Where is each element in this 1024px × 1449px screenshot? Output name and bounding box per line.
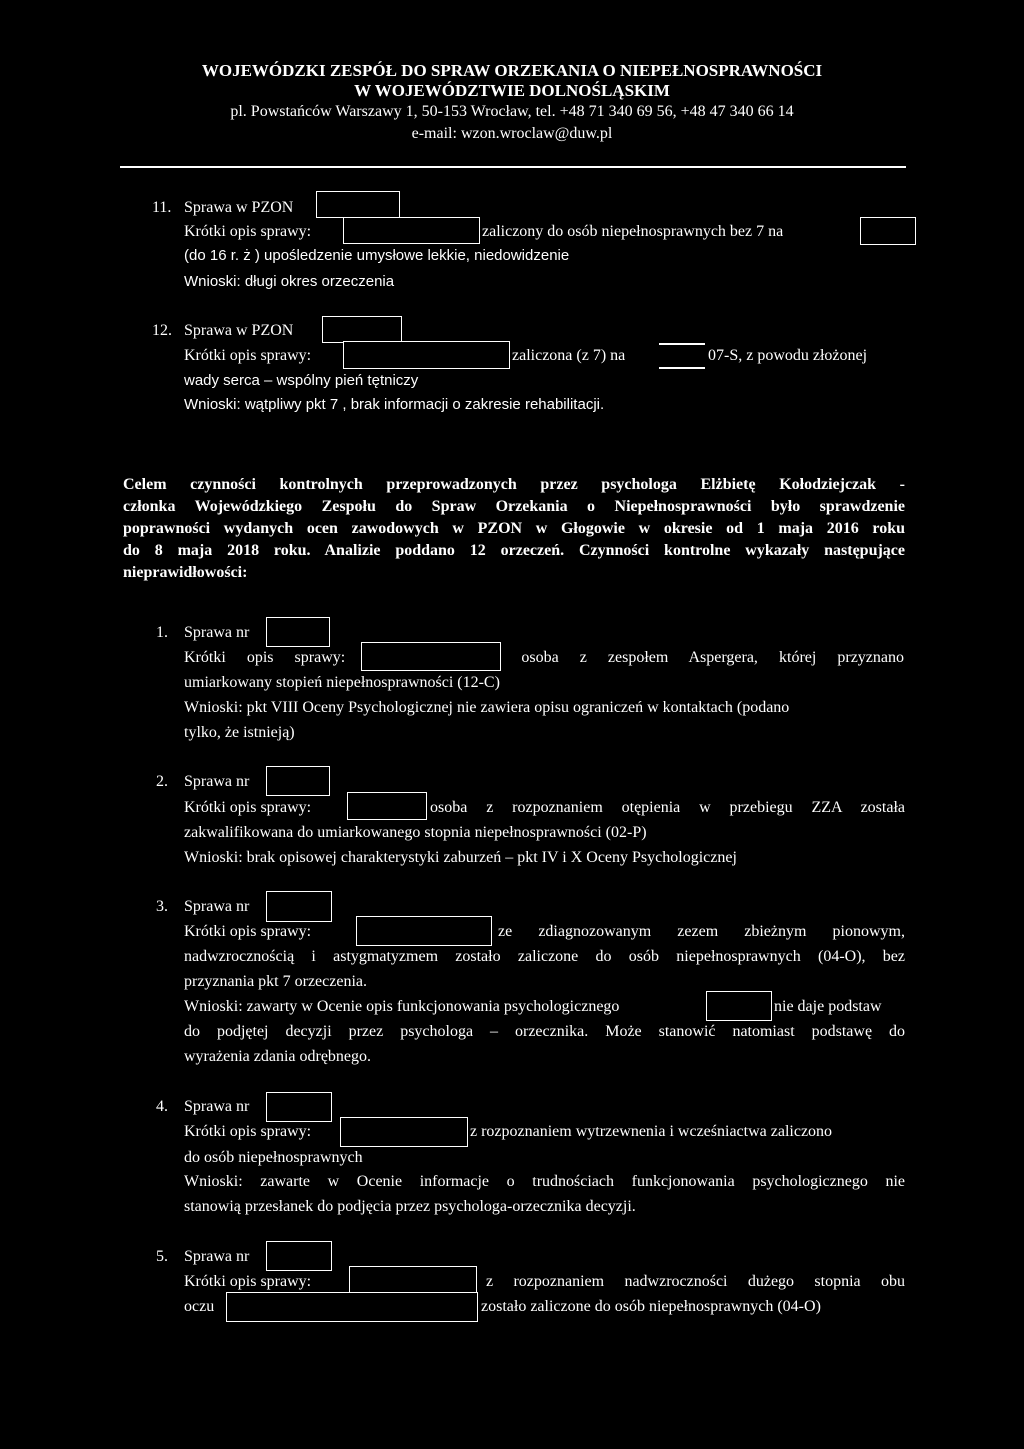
redaction-box (266, 766, 330, 796)
item-2-conc-a: Wnioski: brak opisowej charakterystyki zaburzeń – pkt IV i X Oceny Psychologicznej (184, 849, 737, 866)
case-12-number: 12. (152, 322, 172, 339)
case-11-desc-b: (do 16 r. ż ) upośledzenie umysłowe lekkie, niedowidzenie (184, 247, 570, 264)
case-12-title: Sprawa w PZON (184, 322, 294, 339)
institution-email: e-mail: wzon.wroclaw@duw.pl (411, 125, 613, 142)
redaction-box (266, 617, 330, 647)
summary-line: nieprawidłowości: (123, 564, 248, 581)
redaction-box (266, 1092, 332, 1122)
item-5-desc-b1: oczu (184, 1298, 215, 1315)
item-2-title: Sprawa nr (184, 773, 250, 790)
case-12-desc-label: Krótki opis sprawy: (184, 347, 312, 364)
redaction-box (343, 217, 480, 244)
item-4-conc-b: stanowią przesłanek do podjęcia przez psychologa-orzecznika decyzji. (184, 1198, 636, 1215)
redaction-box (356, 916, 492, 946)
redaction-box (322, 316, 402, 343)
header-divider (120, 166, 906, 168)
item-2-desc-a: osoba z rozpoznaniem otępienia w przebiegu ZZA została (430, 799, 905, 816)
item-3-desc-a: ze zdiagnozowanym zezem zbieżnym pionowym, (498, 923, 905, 940)
item-3-conc-b: do podjętej decyzji przez psychologa – orzecznika. Może stanowić natomiast podstawę do (184, 1023, 905, 1040)
item-1-number: 1. (156, 624, 168, 641)
item-4-title: Sprawa nr (184, 1098, 250, 1115)
summary-line: Celem czynności kontrolnych przeprowadzonych przez psychologa Elżbietę Kołodziejczak - (123, 476, 905, 493)
item-1-title: Sprawa nr (184, 624, 250, 641)
item-2-desc-b: zakwalifikowana do umiarkowanego stopnia niepełnosprawności (02-P) (184, 824, 647, 841)
item-3-desc-b: nadwzrocznością i astygmatyzmem zostało zaliczone do osób niepełnosprawnych (04-O), bez (184, 948, 905, 965)
item-1-desc-line (184, 650, 904, 666)
item-3-number: 3. (156, 898, 168, 915)
item-2-number: 2. (156, 773, 168, 790)
item-1-desc-b: umiarkowany stopień niepełnosprawności (12-C) (184, 674, 500, 691)
item-5-title: Sprawa nr (184, 1248, 250, 1265)
item-4-conc-a: Wnioski: zawarte w Ocenie informacje o trudnościach funkcjonowania psychologicznego nie (184, 1173, 905, 1190)
item-3-conc-a2: nie daje podstaw (774, 998, 882, 1015)
redaction-box (266, 891, 332, 922)
redaction-box (361, 642, 501, 671)
redaction-line (659, 367, 705, 369)
summary-line: poprawności wydanych ocen zawodowych w PZON w Głogowie w okresie od 1 maja 2016 roku (123, 520, 905, 537)
summary-line: do 8 maja 2018 roku. Analizie poddano 12 orzeczeń. Czynności kontrolne wykazały następujące (123, 542, 905, 559)
redaction-box (343, 341, 510, 369)
redaction-line (659, 343, 705, 345)
redaction-box (340, 1117, 468, 1147)
institution-region: W WOJEWÓDZTWIE DOLNOŚLĄSKIM (354, 81, 670, 100)
redaction-box (226, 1292, 478, 1322)
item-4-desc-b: do osób niepełnosprawnych (184, 1149, 363, 1166)
case-12-desc-a: zaliczona (z 7) na (512, 347, 626, 364)
case-11-number: 11. (152, 199, 172, 216)
summary-paragraph (123, 474, 905, 584)
summary-line: członka Wojewódzkiego Zespołu do Spraw Orzekania o Niepełnosprawności było sprawdzenie (123, 498, 905, 515)
case-11-conclusions: Wnioski: długi okres orzeczenia (184, 273, 395, 290)
item-5-number: 5. (156, 1248, 168, 1265)
case-11-title: Sprawa w PZON (184, 199, 294, 216)
item-3-desc-c: przyznania pkt 7 orzeczenia. (184, 973, 368, 990)
item-1-conc-b: tylko, że istnieją) (184, 724, 295, 741)
redaction-box (266, 1241, 332, 1271)
institution-name: WOJEWÓDZKI ZESPÓŁ DO SPRAW ORZEKANIA O NIEPEŁNOSPRAWNOŚCI (201, 61, 823, 80)
item-2-desc-label: Krótki opis sprawy: (184, 799, 312, 816)
item-4-number: 4. (156, 1098, 168, 1115)
item-5-desc-label: Krótki opis sprawy: (184, 1273, 312, 1290)
case-12-conclusions: Wnioski: wątpliwy pkt 7 , brak informacji o zakresie rehabilitacji. (184, 396, 605, 413)
item-1-desc-label: Krótki opis sprawy: (184, 649, 346, 666)
item-5-desc-a: z rozpoznaniem nadwzroczności dużego stopnia obu (486, 1273, 905, 1290)
case-11-desc-a: zaliczony do osób niepełnosprawnych bez 7 na (482, 223, 784, 240)
redaction-box (706, 991, 772, 1021)
redaction-box (347, 792, 427, 820)
item-5-desc-b2: zostało zaliczone do osób niepełnosprawnych (04-O) (481, 1298, 821, 1315)
institution-address: pl. Powstańców Warszawy 1, 50-153 Wrocław, tel. +48 71 340 69 56, +48 47 340 66 14 (230, 103, 794, 120)
item-3-desc-label: Krótki opis sprawy: (184, 923, 312, 940)
item-1-desc-a: osoba z zespołem Aspergera, której przyznano (521, 649, 905, 666)
case-11-desc-label: Krótki opis sprawy: (184, 223, 312, 240)
item-3-conc-a: Wnioski: zawarty w Ocenie opis funkcjonowania psychologicznego (184, 998, 620, 1015)
case-12-desc-b: wady serca – wspólny pień tętniczy (184, 372, 419, 389)
redaction-box (316, 191, 400, 218)
item-3-conc-c: wyrażenia zdania odrębnego. (184, 1048, 372, 1065)
item-4-desc-a: z rozpoznaniem wytrzewnenia i wcześniactwa zaliczono (470, 1123, 833, 1140)
item-1-conc-a: Wnioski: pkt VIII Oceny Psychologicznej nie zawiera opisu ograniczeń w kontaktach (podano (184, 699, 790, 716)
case-12-desc-code: 07-S, z powodu złożonej (708, 347, 868, 364)
item-3-title: Sprawa nr (184, 898, 250, 915)
redaction-box (860, 217, 916, 245)
item-4-desc-label: Krótki opis sprawy: (184, 1123, 312, 1140)
